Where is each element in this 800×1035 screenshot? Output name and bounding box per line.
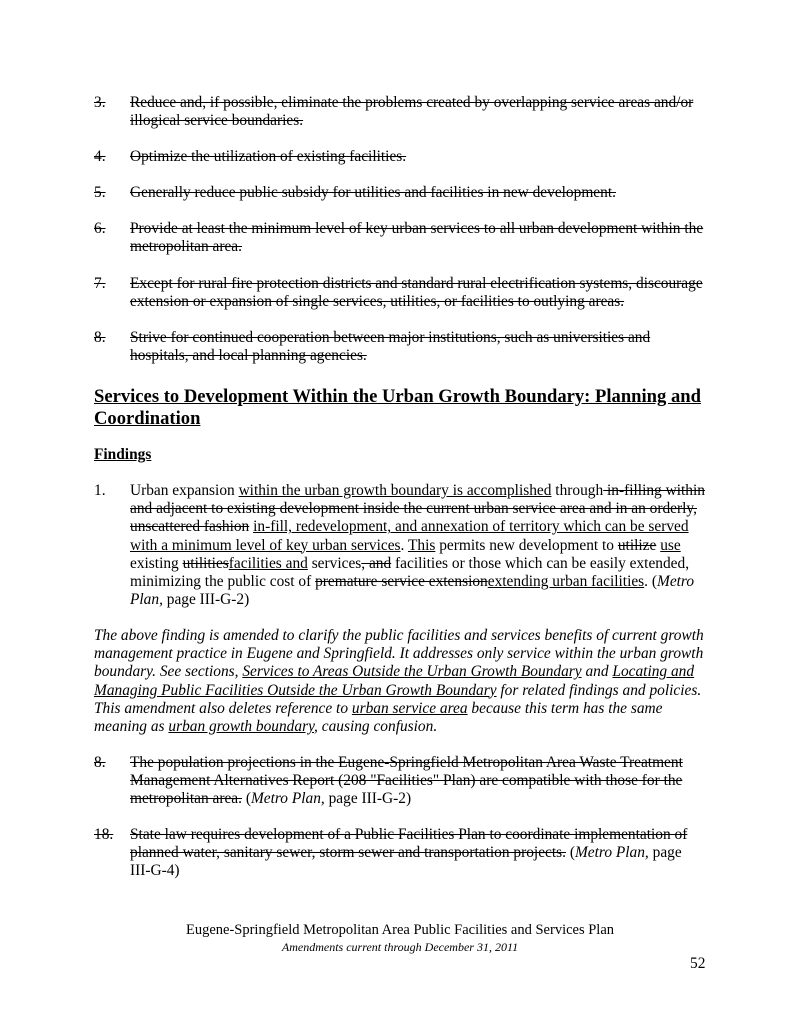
list-item-text: Except for rural fire protection districts and standard rural electrification systems, discourage extension or expansion of single services, utilities, or facilities to outlying areas. [130,275,703,311]
list-item-4 [94,148,706,166]
finding-number: 8. [94,754,106,771]
section-heading: Services to Development Within the Urban Growth Boundary: Planning and Coordination [94,386,701,429]
list-item-number: 7. [94,275,106,292]
finding-number: 1. [94,482,106,499]
list-item-8 [94,329,706,365]
list-item-number: 3. [94,94,106,111]
finding-number: 18. [94,826,114,843]
list-item-text: Strive for continued cooperation between major institutions, such as universities and hospitals, and local planning agencies. [130,329,651,365]
finding-text: Urban expansion within the urban growth boundary is accomplished through in-filling within and adjacent to existing development inside the current urban service area and in an orderly, unscattered fashion in-fill, redevelopment, and annexation of territory which can be served with a minimum level of key urban services. This permits new development to utilize use existing utilitiesfacilities and services, and facilities or those which can be easily extended, minimizing the public cost of premature service extensionextending urban facilities. (Metro Plan, page III-G-2) [130,482,705,609]
list-item-text: Reduce and, if possible, eliminate the problems created by overlapping service areas and/or illogical service boundaries. [130,94,694,130]
list-item-number: 8. [94,329,106,346]
page-number: 52 [690,955,706,972]
list-item-7 [94,275,706,311]
list-item-number: 6. [94,220,106,237]
list-item-6 [94,220,706,256]
footer-subtitle: Amendments current through December 31, 2011 [281,940,519,954]
list-item-text: Provide at least the minimum level of key urban services to all urban development within the metropolitan area. [130,220,704,256]
list-item-text: Generally reduce public subsidy for utilities and facilities in new development. [130,184,616,201]
amendment-note: The above finding is amended to clarify the public facilities and services benefits of current growth management practice in Eugene and Springfield. It addresses only service within the urban growth boundary. See sections, Services to Areas Outside the Urban Growth Boundary and Locating and Managing Public Facilities Outside the Urban Growth Boundary for related findings and policies. This amendment also deletes reference to urban service area because this term has the same meaning as urban growth boundary, causing confusion. [94,627,704,736]
list-item-number: 5. [94,184,106,201]
list-item-number: 4. [94,148,106,165]
finding-text: State law requires development of a Public Facilities Plan to coordinate implementation of planned water, sanitary sewer, storm sewer and transportation projects. (Metro Plan, page III-G-4) [130,826,688,880]
list-item-text: Optimize the utilization of existing facilities. [130,148,407,165]
finding-18 [94,826,706,881]
findings-label: Findings [94,446,152,463]
list-item-3 [94,94,706,130]
finding-8 [94,754,706,809]
finding-text: The population projections in the Eugene-Springfield Metropolitan Area Waste Treatment Management Alternatives Report (208 "Facilities" Plan) are compatible with those for the metropolitan area. (Metro Plan, page III-G-2) [130,754,683,808]
footer-title: Eugene-Springfield Metropolitan Area Public Facilities and Services Plan [185,922,615,938]
finding-1 [94,482,706,609]
list-item-5 [94,184,706,202]
